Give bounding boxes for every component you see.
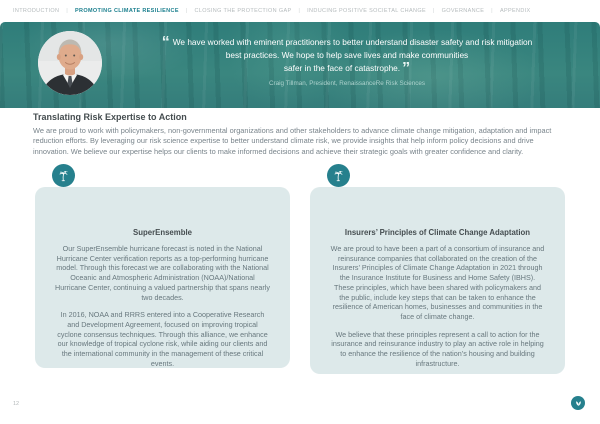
quote-line-1: We have worked with eminent practitioners to better understand disaster safety and risk mitigation bbox=[172, 37, 533, 47]
palm-tree-icon bbox=[52, 164, 75, 187]
quote-line-2: best practices. We hope to help save lives and make communities bbox=[225, 50, 469, 60]
open-quote-icon: “ bbox=[161, 34, 170, 51]
hero-banner bbox=[0, 22, 600, 108]
page-number: 12 bbox=[13, 401, 20, 407]
section-intro-paragraph: We are proud to work with policymakers, non-governmental organizations and other stakeholders to advance climate change mitigation, adaptation and impact reduction efforts. By leveraging our risk science expertise to better understand climate risk, we provide insights that help inform policy decisions and drive innovation. We believe our expertise helps our clients to make informed decisions and achieve their strategic goals with greater confidence and clarity. bbox=[33, 126, 552, 156]
nav-separator: | bbox=[433, 8, 435, 14]
nav-item-governance[interactable]: GOVERNANCE bbox=[441, 8, 485, 14]
nav-item-appendix[interactable]: APPENDIX bbox=[499, 8, 531, 14]
renaissancere-logo-icon bbox=[571, 396, 585, 410]
card-insurers-principles bbox=[310, 187, 565, 374]
portrait-illustration bbox=[38, 31, 102, 95]
quote-attribution: Craig Tillman, President, RenaissanceRe Risk Sciences bbox=[268, 80, 426, 87]
nav-separator: | bbox=[491, 8, 493, 14]
card-paragraph: Our SuperEnsemble hurricane forecast is noted in the National Hurricane Center verification reports as a top-performing hurricane model. Through this forecast we are collaborating with the National Oceanic and Atmospheric Administration (NOAA)/National Hurricane Center, continuing a valued partnership that spans nearly two decades. bbox=[55, 244, 270, 302]
nav-separator: | bbox=[298, 8, 301, 14]
nav-item-inducing-positive-societal-change[interactable]: INDUCING POSITIVE SOCIETAL CHANGE bbox=[307, 8, 426, 14]
card-title: SuperEnsemble bbox=[133, 228, 192, 237]
card-paragraph: In 2016, NOAA and RRRS entered into a Cooperative Research and Development Agreement, focused on improving tropical cyclone consensus techniques. Through this alliance, we enhance our knowledge of tropical cyclone risk, while aiding our clients and the international community in the management of these critical events. bbox=[57, 310, 268, 368]
top-nav bbox=[0, 0, 600, 22]
card-paragraph: We believe that these principles represent a call to action for the insurance and reinsurance industry to play an active role in helping to enhance the resilience of the nation’s housing and building infrastructure. bbox=[331, 329, 544, 368]
card-paragraph: We are proud to have been a part of a consortium of insurance and reinsurance companies that collaborated on the creation of the Insurers’ Principles of Climate Change Adaptation in 2021 through the Insurance Institute for Business and Home Safety (IBHS). These principles, which have been shared with policymakers and the public, include key steps that can be taken to enhance the resilience of American homes, businesses and communities in the face of climate change. bbox=[330, 244, 545, 321]
nav-item-introduction[interactable]: INTRODUCTION bbox=[13, 8, 60, 14]
craig-tillman-portrait bbox=[38, 31, 102, 95]
hero-quote bbox=[112, 36, 582, 87]
nav-item-closing-the-protection-gap[interactable]: CLOSING THE PROTECTION GAP bbox=[194, 8, 292, 14]
section-heading: Translating Risk Expertise to Action bbox=[33, 112, 187, 122]
nav-separator: | bbox=[66, 8, 69, 14]
card-superensemble bbox=[35, 187, 290, 368]
palm-tree-icon bbox=[327, 164, 350, 187]
close-quote-icon: ” bbox=[402, 60, 411, 77]
nav-item-promoting-climate-resilience[interactable]: PROMOTING CLIMATE RESILIENCE bbox=[75, 8, 179, 14]
quote-line-3: safer in the face of catastrophe. bbox=[283, 63, 401, 73]
nav-separator: | bbox=[185, 8, 188, 14]
card-title: Insurers’ Principles of Climate Change Adaptation bbox=[344, 228, 531, 237]
